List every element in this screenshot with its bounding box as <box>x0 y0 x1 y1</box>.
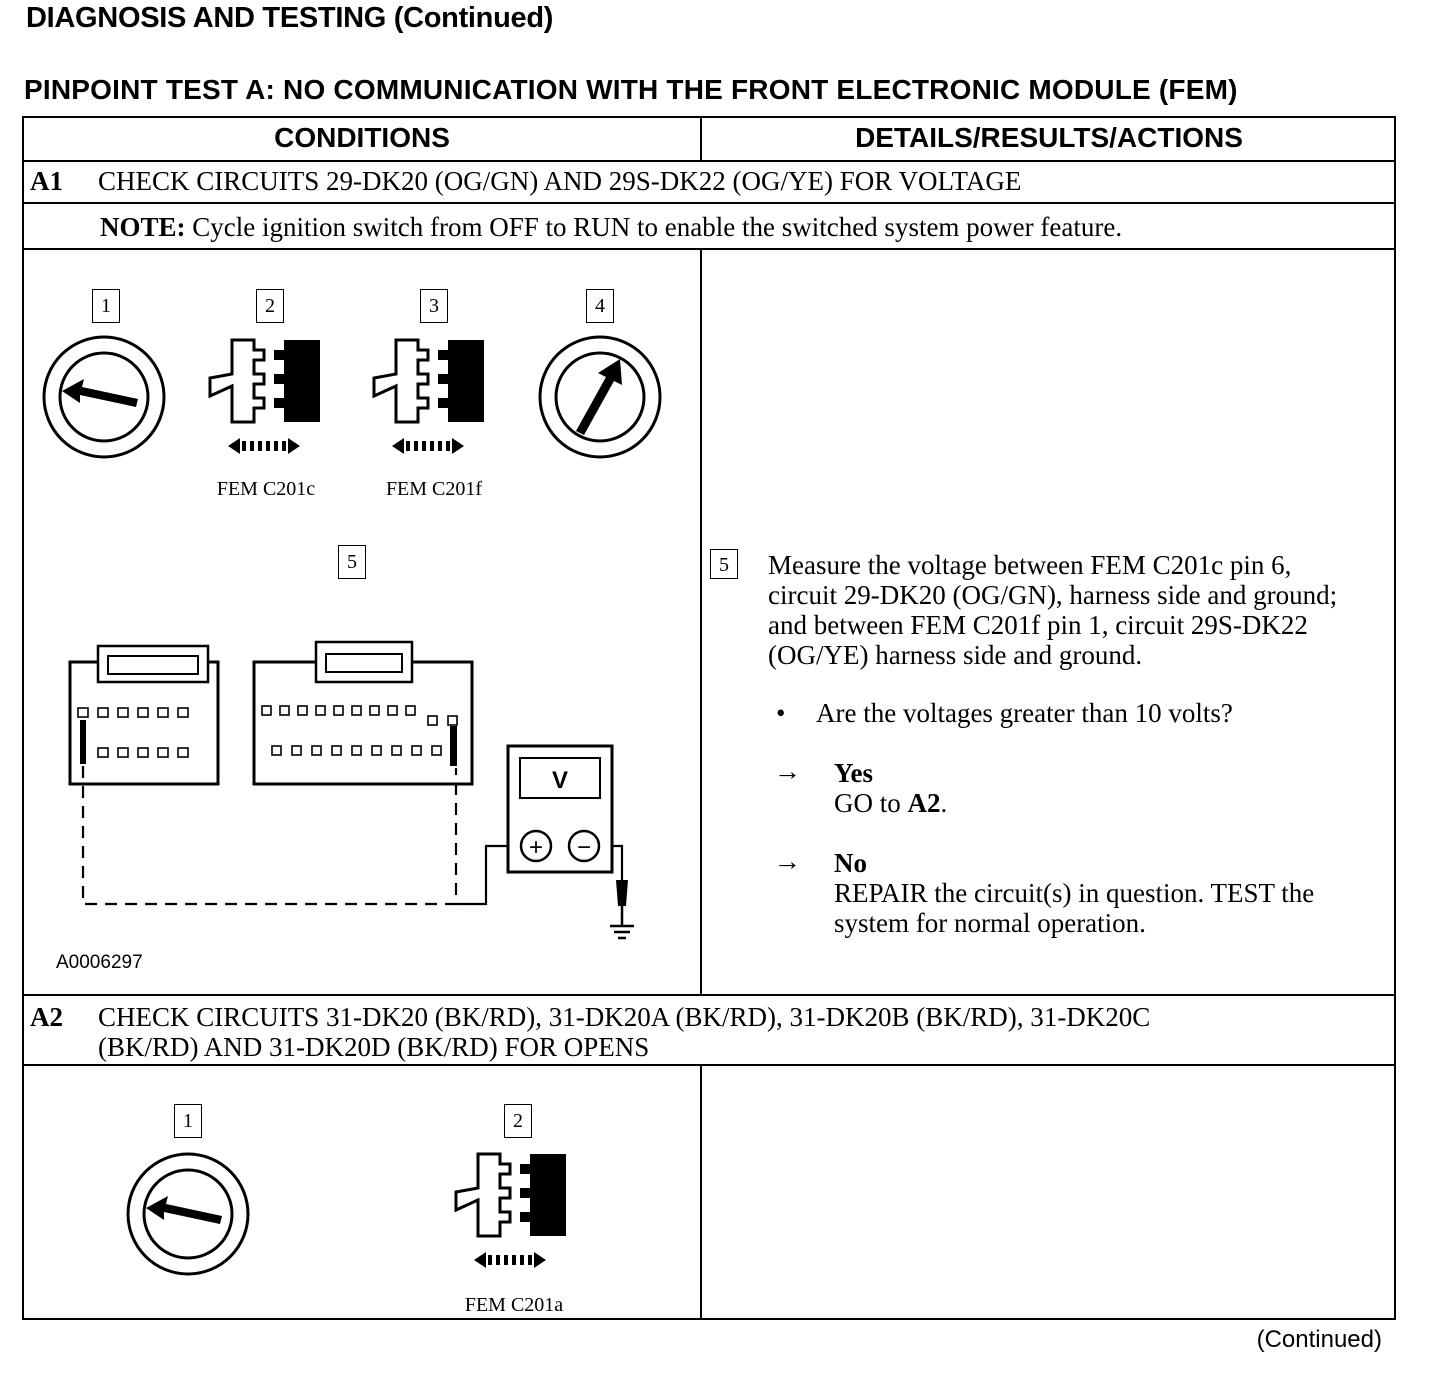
multimeter-icon <box>508 746 612 872</box>
callout-2: 2 <box>504 1104 532 1138</box>
connector-label-c201a: FEM C201a <box>464 1294 564 1316</box>
connector-disconnect-icon <box>456 1154 566 1268</box>
step-title-line2: (BK/RD) AND 31-DK20D (BK/RD) FOR OPENS <box>98 1032 650 1062</box>
ground-icon <box>610 880 634 938</box>
yes-branch <box>744 758 1374 820</box>
connector-disconnect-icon <box>374 340 484 454</box>
yes-action-suffix: . <box>940 788 948 818</box>
step-id: A2 <box>30 1002 63 1032</box>
connector-disconnect-icon <box>210 340 320 454</box>
connector-label-c201c: FEM C201c <box>216 478 316 500</box>
step-title-line1: CHECK CIRCUITS 31-DK20 (BK/RD), 31-DK20A (BK/RD), 31-DK20B (BK/RD), 31-DK20C <box>98 1002 1151 1032</box>
connector-c201c-face-icon <box>70 646 218 784</box>
meter-minus: − <box>576 834 592 861</box>
yes-action <box>834 788 947 818</box>
callout-1: 1 <box>174 1104 202 1138</box>
connector-c201f-face-icon <box>254 642 472 784</box>
note-label: NOTE: <box>100 212 186 242</box>
figure-id: A0006297 <box>56 952 143 973</box>
yes-action-prefix: GO to <box>834 788 908 818</box>
callout-1: 1 <box>92 289 120 323</box>
callout-3: 3 <box>420 289 448 323</box>
callout-5: 5 <box>338 545 366 579</box>
connector-label-c201f: FEM C201f <box>385 478 483 500</box>
note-text: Cycle ignition switch from OFF to RUN to enable the switched system power feature. <box>192 212 1123 242</box>
action-text: Measure the voltage between FEM C201c pin 6, circuit 29-DK20 (OG/GN), harness side and ground; and between FEM C201f pin 1, circuit 29S-DK22 (OG/YE) harness side and ground. <box>768 550 1338 670</box>
yes-label: Yes <box>834 758 873 788</box>
step-id: A1 <box>30 166 63 196</box>
callout-4: 4 <box>586 289 614 323</box>
column-header-conditions: CONDITIONS <box>274 122 450 153</box>
no-label: No <box>834 848 867 878</box>
bullet: • <box>776 698 786 728</box>
a1-actions <box>744 550 1374 940</box>
meter-plus: + <box>528 834 544 861</box>
ignition-switch-off-icon <box>128 1154 248 1274</box>
no-action: REPAIR the circuit(s) in question. TEST the system for normal operation. <box>834 878 1315 938</box>
step-title: CHECK CIRCUITS 29-DK20 (OG/GN) AND 29S-DK22 (OG/YE) FOR VOLTAGE <box>98 166 1022 196</box>
action-number: 5 <box>710 549 738 579</box>
column-header-details: DETAILS/RESULTS/ACTIONS <box>855 122 1243 153</box>
question: Are the voltages greater than 10 volts? <box>816 698 1233 728</box>
continued-footer: (Continued) <box>1256 1326 1382 1353</box>
callout-2: 2 <box>256 289 284 323</box>
no-branch <box>744 848 1374 940</box>
ignition-switch-off-icon <box>44 337 164 457</box>
ignition-switch-run-icon <box>540 337 660 457</box>
arrow-right-icon: → <box>774 846 801 876</box>
page-header: DIAGNOSIS AND TESTING (Continued) <box>26 2 554 34</box>
yes-action-target: A2 <box>907 788 941 818</box>
test-title: PINPOINT TEST A: NO COMMUNICATION WITH THE FRONT ELECTRONIC MODULE (FEM) <box>24 74 1238 105</box>
meter-label: V <box>551 767 569 794</box>
question-row <box>744 698 1374 730</box>
arrow-right-icon: → <box>774 756 801 786</box>
